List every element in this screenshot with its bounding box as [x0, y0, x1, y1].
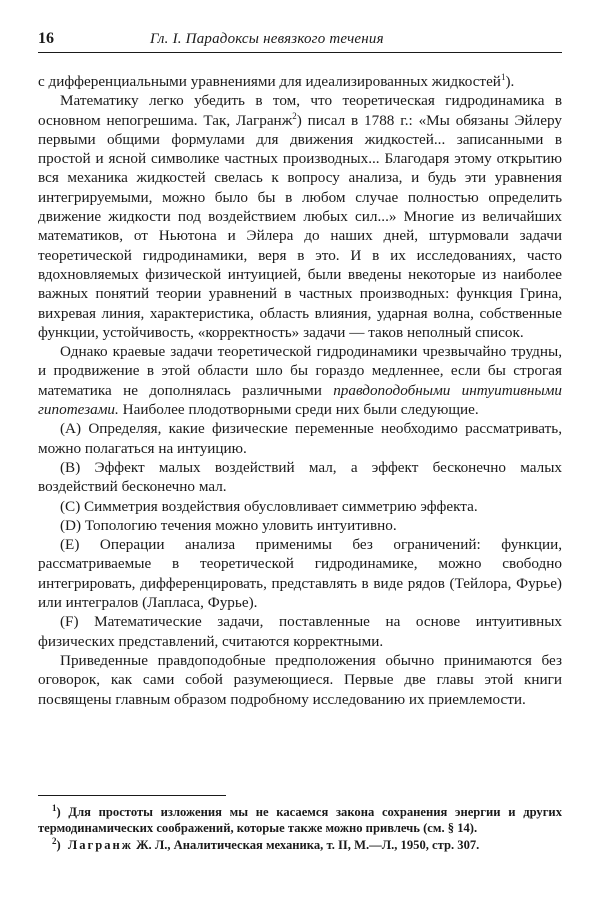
- paragraph-continuation: с дифференциальными уравнениями для идеализированных жидкостей$^1$).: [38, 71, 515, 90]
- running-header: [38, 28, 562, 53]
- hypothesis-b: (B) Эффект малых воздействий мал, а эффект бесконечно малых воздействий бесконечно мал.: [38, 458, 562, 496]
- footnotes: [38, 804, 562, 854]
- hypothesis-c: (C) Симметрия воздействия обусловливает симметрию эффекта.: [60, 497, 478, 515]
- paragraph-hypotheses-intro: Однако краевые задачи теоретической гидродинамики чрезвычайно трудны, и продвижение в этой области шло бы гораздо медленнее, если бы строгая математика не дополнялась различными правдоподобными интуитивными гипотезами. Наиболее плодотворными среди них были следующие.: [38, 343, 562, 419]
- emphasis-text: правдоподобными интуитивными гипотезами.: [38, 381, 562, 419]
- main-text: [38, 72, 562, 709]
- paragraph-conclusion: Приведенные правдоподобные предположения обычно принимаются без оговорок, как сами собой разумеющиеся. Первые две главы этой книги посвящены главным образом подробному исследованию их приемлемости.: [38, 651, 562, 708]
- footnote-2: $^2$) Лагранж Ж. Л., Аналитическая механика, т. II, М.—Л., 1950, стр. 307.: [52, 835, 480, 852]
- hypothesis-a: (A) Определяя, какие физические переменные необходимо рассматривать, можно полагаться на интуицию.: [38, 420, 562, 457]
- footnote-ref-1: 1: [500, 71, 506, 82]
- paragraph-lagrange: Математику легко убедить в том, что теоретическая гидродинамика в основном непогрешима. Так, Лагранж$^2$) писал в 1788 г.: «Мы обязаны Эйлеру первыми общими формулами для движения жидкостей... записанными в простой и ясной символике частных производных... Благодаря этому открытию вся механика жидкостей свелась к вопросу анализа, и будь эти уравнения интегрируемыми, можно было бы в любом случае полностью определить движение жидкости под воздействием любых сил...» Многие из величайших математиков, от Ньютона и Эйлера до наших дней, штурмовали задачи теоретической гидродинамики, веря в это. И в их исследованиях, часто вдохновляемых физической интуицией, были введены некоторые из наиболее важных понятий теории уравнений в частных производных: функция Грина, вихревая линия, характеристика, область влияния, ударная волна, собственные функции, устойчивость, «корректность» задачи — таков неполный список.: [38, 92, 562, 341]
- page-number: 16: [38, 30, 54, 47]
- hypothesis-d: (D) Топологию течения можно уловить интуитивно.: [60, 516, 397, 534]
- hypothesis-f: (F) Математические задачи, поставленные на основе интуитивных физических представлений, считаются корректными.: [38, 613, 562, 650]
- running-title: Гл. I. Парадоксы невязкого течения: [150, 31, 384, 47]
- footnote-ref-2: 2: [292, 110, 297, 121]
- footnote-divider: [38, 795, 226, 796]
- hypothesis-e: (E) Операции анализа применимы без ограничений: функции, рассматриваемые в теоретической гидродинамике, можно свободно интегрировать, дифференцировать, представлять в виде рядов (Тейлора, Фурье) или интегралов (Лапласа, Фурье).: [38, 536, 562, 612]
- footnote-1: $^1$) Для простоты изложения мы не касаемся закона сохранения энергии и других термодинамических соображений, которые также можно привлечь (см. § 14).: [38, 802, 562, 835]
